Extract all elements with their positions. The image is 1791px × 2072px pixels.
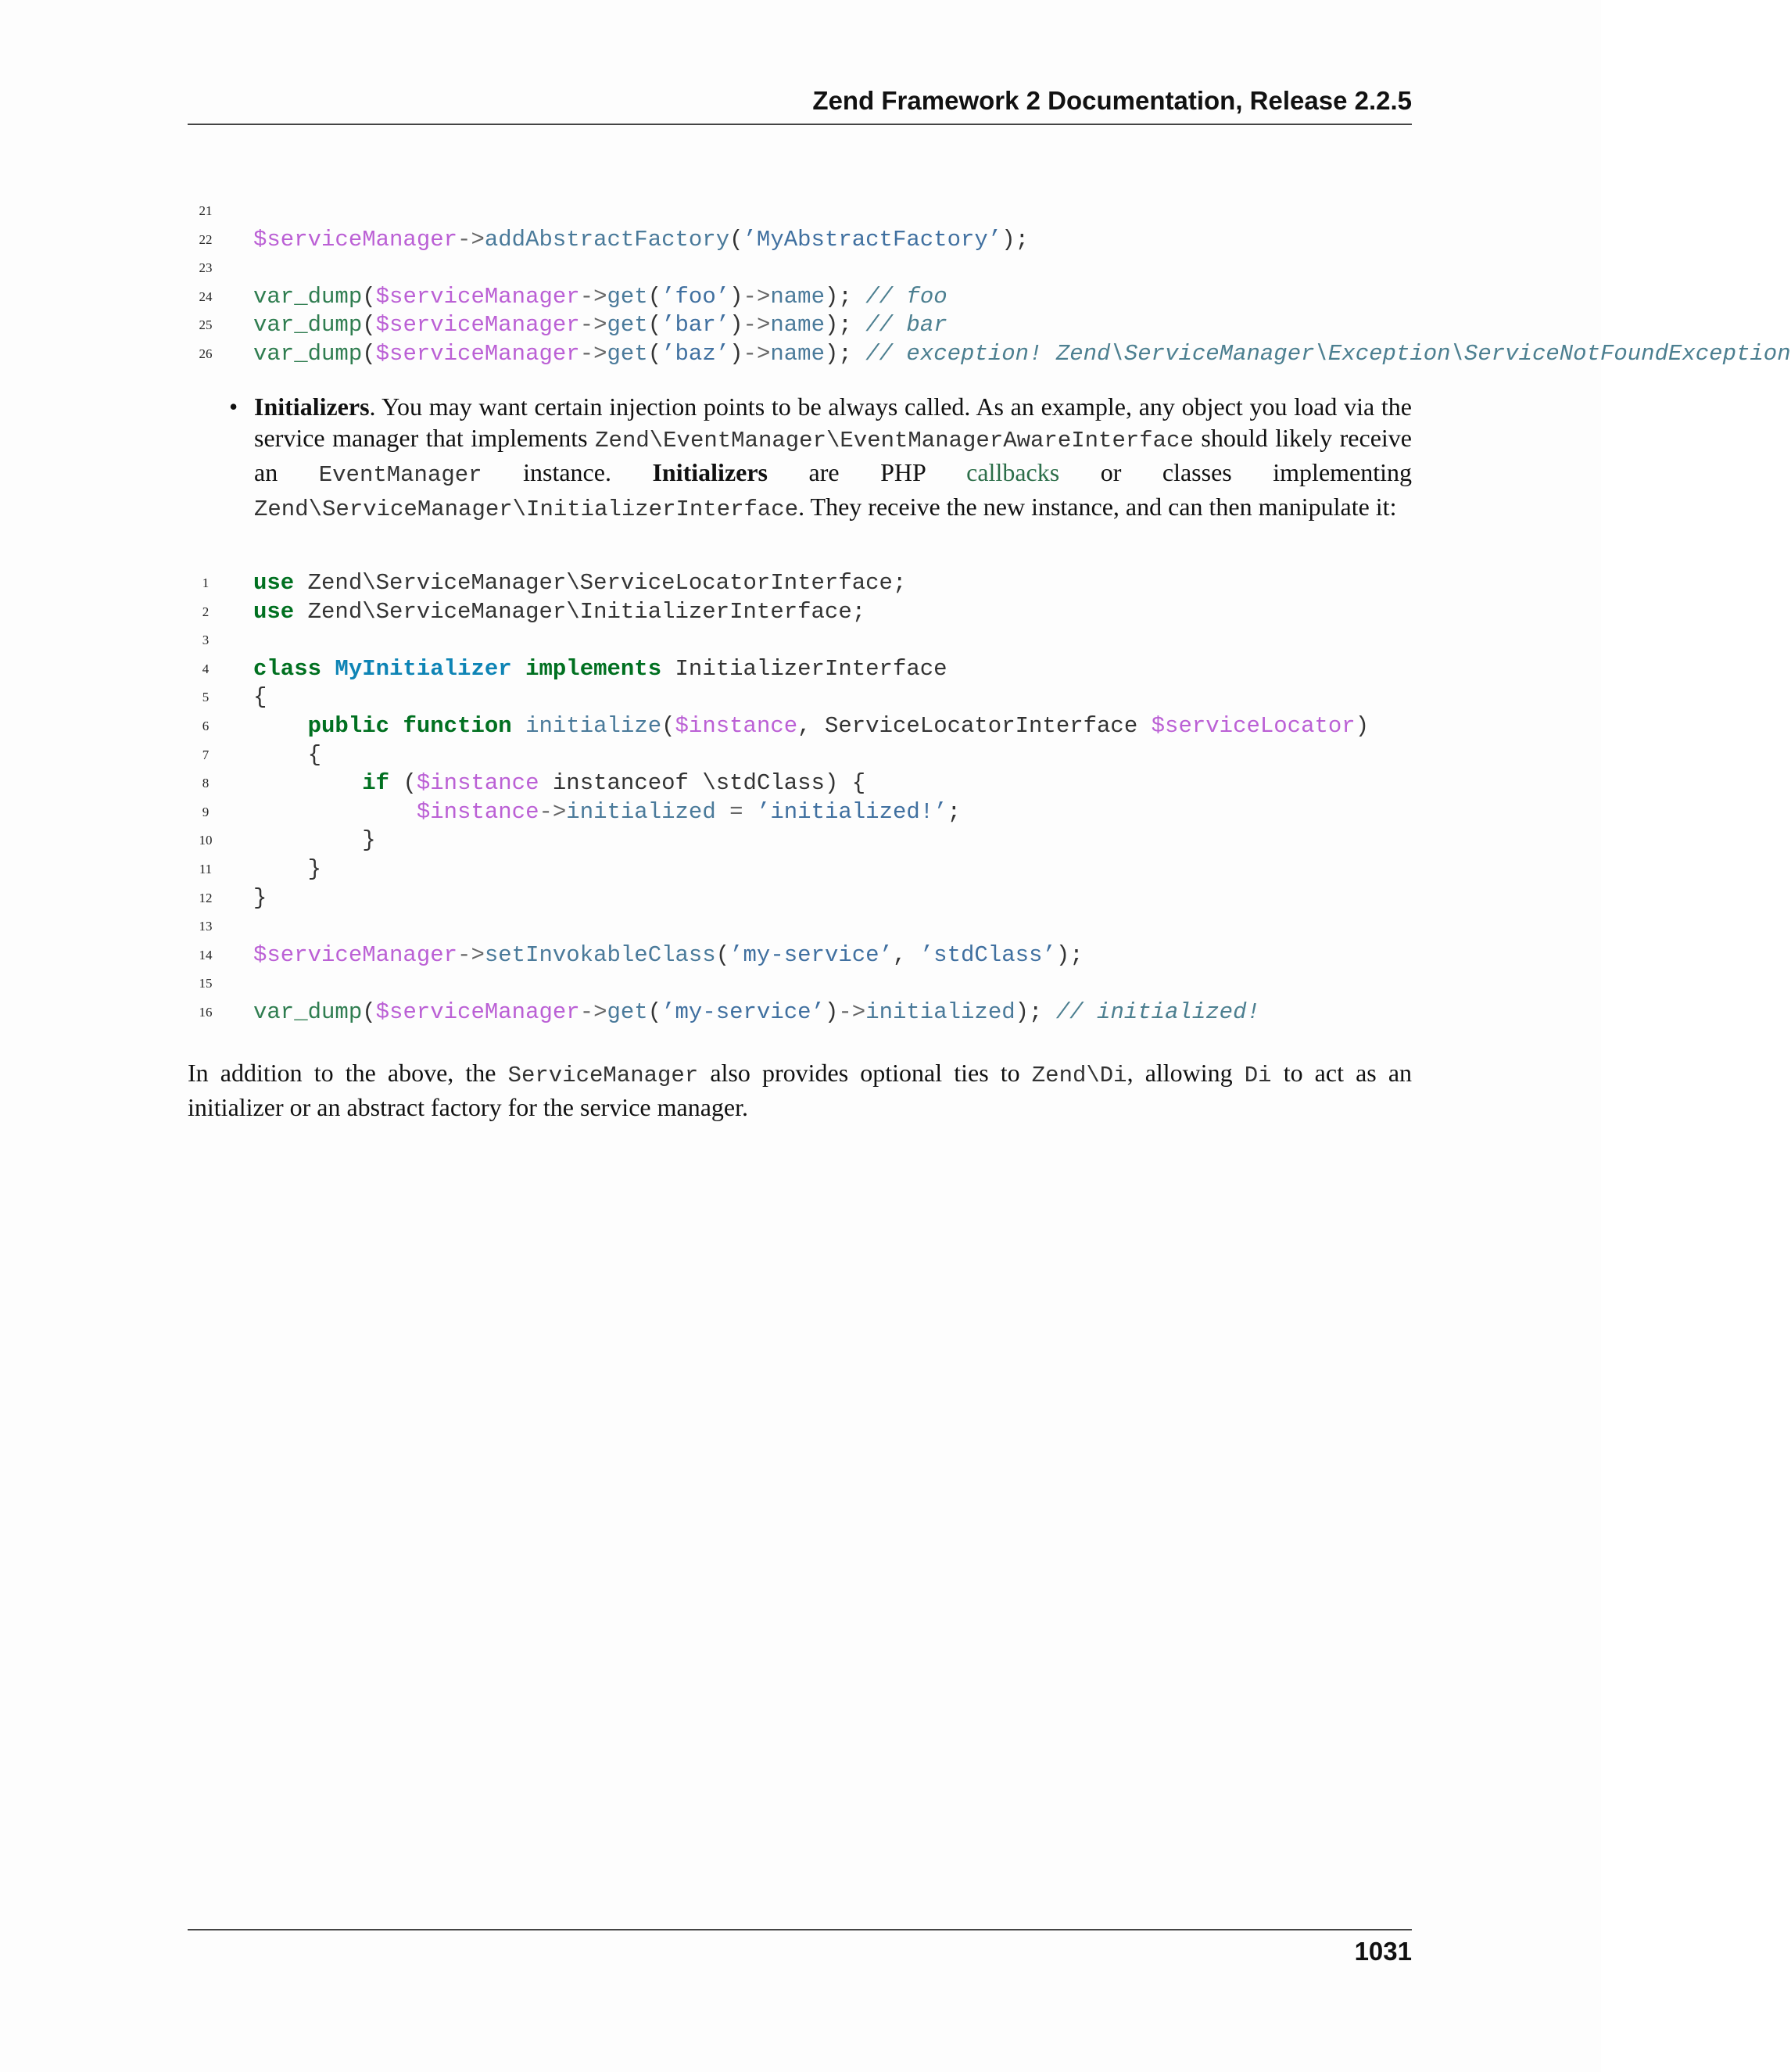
line-number: 12: [199, 890, 213, 905]
inline-code: Zend\EventManager\EventManagerAwareInterface: [595, 428, 1194, 453]
line-number: 24: [199, 289, 213, 304]
initializers-paragraph: Initializers. You may want certain injection points to be always called. As an example, any object you load via the service manager that implements Zend\EventManager\EventManagerAwareInterface should likely receive an EventManager instance. Initializers are PHP callbacks or classes implementing Zend\ServiceManager\InitializerInterface. They receive the new instance, and can then manipulate it:: [254, 393, 1413, 522]
line-number: 5: [202, 690, 210, 705]
inline-code: EventManager: [318, 462, 482, 488]
code-line: [188, 254, 1601, 283]
code-line: [188, 626, 1601, 655]
document-title: Zend Framework 2 Documentation, Release 2.2.5: [812, 86, 1412, 115]
inline-code: Zend\ServiceManager\InitializerInterface: [254, 496, 799, 522]
code-line: 2 use Zend\ServiceManager\InitializerInterface;: [188, 598, 1601, 627]
term-initializers: Initializers: [652, 458, 768, 486]
code-line: 1 use Zend\ServiceManager\ServiceLocatorInterface;: [188, 569, 1601, 598]
code-line: 16 var_dump($serviceManager->get(’my-service’)->initialized); // initialized!: [188, 998, 1601, 1027]
code-line: 14 $serviceManager->setInvokableClass(’my-service’, ’stdClass’);: [188, 941, 1601, 970]
code-line: [188, 912, 1601, 941]
code-line: 25 var_dump($serviceManager->get(’bar’)->name); // bar: [188, 311, 1601, 340]
code-line: 4 class MyInitializer implements InitializerInterface: [188, 655, 1601, 684]
page-header: [188, 84, 1412, 125]
line-number: 2: [202, 604, 210, 619]
line-number: 14: [199, 947, 213, 963]
line-number: 10: [199, 833, 213, 848]
line-number: 15: [199, 976, 213, 991]
term-initializers: Initializers: [254, 393, 370, 421]
code-block-initializer: [188, 569, 1601, 1027]
line-number: 23: [199, 260, 213, 276]
line-number: 22: [199, 231, 213, 247]
code-line: 12 }: [188, 884, 1601, 913]
code-line: [188, 970, 1601, 998]
code-line: 9 $instance->initialized = ’initialized!’;: [188, 798, 1601, 827]
di-paragraph: In addition to the above, the ServiceManager also provides optional ties to Zend\Di, allowing Di to act as an initializer or an abstract factory for the service manager.: [188, 1059, 1413, 1121]
bullet-marker: •: [229, 393, 238, 421]
line-number: 4: [202, 661, 210, 676]
page-footer: [188, 1929, 1412, 1966]
line-number: 26: [199, 346, 213, 361]
code-line: 7 {: [188, 741, 1601, 770]
line-number: 8: [202, 776, 210, 791]
code-line: 10 }: [188, 826, 1601, 855]
inline-code: ServiceManager: [507, 1063, 699, 1088]
line-number: 11: [199, 861, 213, 876]
inline-code: Zend\Di: [1031, 1063, 1127, 1088]
line-number: 25: [199, 317, 213, 333]
line-number: 6: [202, 718, 210, 733]
code-line: 6 public function initialize($instance, ServiceLocatorInterface $serviceLocator): [188, 712, 1601, 741]
line-number: 13: [199, 919, 213, 934]
code-line: 5 {: [188, 683, 1601, 712]
code-block-abstract-factory: [188, 197, 1791, 369]
callbacks-link[interactable]: callbacks: [966, 458, 1060, 486]
line-number: 9: [202, 804, 210, 819]
code-line: 11 }: [188, 855, 1601, 884]
line-number: 21: [199, 203, 213, 218]
code-line: 8 if ($instance instanceof \stdClass) {: [188, 769, 1601, 798]
line-number: 7: [202, 747, 210, 762]
code-line: 22 $serviceManager->addAbstractFactory(’MyAbstractFactory’);: [188, 226, 1601, 255]
code-line: 24 var_dump($serviceManager->get(’foo’)->name); // foo: [188, 283, 1601, 312]
code-line: 26 var_dump($serviceManager->get(’baz’)->name); // exception! Zend\ServiceManager\Exception\ServiceNotFoundException: [188, 340, 1601, 369]
line-number: 3: [202, 633, 210, 648]
inline-code: Di: [1244, 1063, 1272, 1088]
line-number: 1: [202, 575, 210, 590]
code-line: [188, 197, 1601, 226]
line-number: 16: [199, 1004, 213, 1020]
page-number: 1031: [1354, 1937, 1412, 1966]
